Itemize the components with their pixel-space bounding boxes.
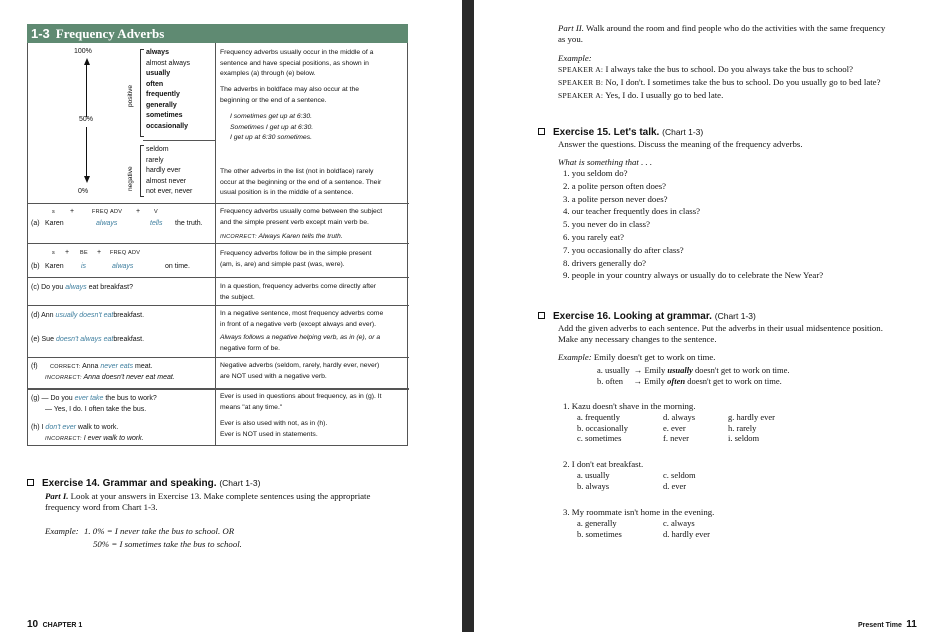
checkbox-icon	[27, 479, 34, 486]
question-3: 3. My roommate isn't home in the evening.	[563, 507, 715, 517]
checkbox-icon	[538, 312, 545, 319]
exercise-14-example-2: 50% = I sometimes take the bus to school.	[93, 539, 242, 549]
question-1: 1. Kazu doesn't shave in the morning.	[563, 401, 696, 411]
exercise-14-example-1: 1. 0% = I never take the bus to school. OR	[84, 526, 235, 536]
pct-0: 0%	[78, 188, 89, 195]
positive-label: positive	[127, 84, 134, 107]
negative-bracket	[140, 145, 144, 197]
list-item: 6. you rarely eat?	[563, 231, 625, 242]
chart-row-gh: (g) — Do you ever take the bus to work? — Yes, I do. I often take the bus. (h) I don't ever walk to work. INCORRECT: I ever walk to work. Ever is used in questions about frequency, as in (g). It means "at any time." Ever is also used with not, as in (h). Ever is NOT used in statements.	[28, 388, 409, 446]
q1-options-col1: a. frequently b. occasionally c. sometimes	[577, 412, 628, 443]
q1-options-col3: g. hardly ever h. rarely i. seldom	[728, 412, 775, 443]
exercise-15-list	[563, 167, 823, 282]
note-c: In a question, frequency adverbs come directly after the subject.	[220, 283, 377, 301]
dialog-line: SPEAKER A: I always take the bus to school. Do you always take the bus to school?	[558, 64, 853, 74]
note-g: Ever is used in questions about frequency, as in (g). It means "at any time."	[220, 393, 382, 411]
arrow-down-icon	[84, 176, 90, 183]
right-footer: Present Time 11	[858, 619, 917, 630]
arrow-up-icon	[84, 58, 90, 65]
part-2-example-label: Example:	[558, 53, 592, 63]
part-2-instructions: Part II. Walk around the room and find people who do the activities with the same frequency as you.	[558, 23, 886, 44]
adverb-list-positive	[146, 48, 190, 132]
exercise-14-example-label: Example:	[45, 526, 79, 536]
q2-options-col1: a. usually b. always	[577, 470, 610, 491]
q2-options-col2: c. seldom d. ever	[663, 470, 696, 491]
exercise-16-heading: Exercise 16. Looking at grammar. (Chart 1-3)	[538, 311, 756, 322]
arrow-right-icon: →	[633, 365, 643, 375]
note-a: Frequency adverbs usually come between the subject and the simple present verb except main verb be.	[220, 208, 383, 226]
arrow-line	[86, 127, 87, 177]
dialog	[558, 64, 928, 101]
arrow-line	[86, 65, 87, 117]
note-2: The adverbs in boldface may also occur at the beginning or the end of a sentence.	[220, 86, 360, 104]
list-item: 1. you seldom do?	[563, 168, 628, 178]
chart-row-b: s + BE + FREQ ADV (b) Karen is always on time. Frequency adverbs follow be in the simple present (am, is, are) and simple past (was, were).	[28, 243, 409, 277]
note-b: Frequency adverbs follow be in the simple present (am, is, are) and simple past (was, were).	[220, 250, 372, 268]
chart-title-bar	[27, 24, 408, 43]
adverb-usually: usually	[146, 70, 171, 77]
adverb-never: not ever, never	[146, 188, 193, 195]
exercise-15-lead: What is something that . . .	[558, 157, 653, 167]
note-f: Negative adverbs (seldom, rarely, hardly ever, never) are NOT used with a negative verb.	[220, 362, 380, 380]
question-2: 2. I don't eat breakfast.	[563, 459, 644, 469]
adverb-list-negative	[146, 145, 214, 198]
divider	[143, 140, 215, 141]
dialog-line: SPEAKER A: Yes, I do. I usually go to bed late.	[558, 90, 724, 100]
adverb-almost-never: almost never	[146, 177, 187, 185]
frequency-chart-table	[27, 43, 408, 446]
list-item: 3. a polite person never does?	[563, 193, 668, 204]
adverb-frequently: frequently	[146, 91, 180, 98]
q3-options-col1: a. generally b. sometimes	[577, 518, 622, 539]
q3-options-col2: c. always d. hardly ever	[663, 518, 710, 539]
list-item: 9. people in your country always or usually do to celebrate the New Year?	[563, 270, 824, 281]
list-item: 2. a polite person often does?	[563, 180, 667, 191]
list-item: 5. you never do in class?	[563, 219, 650, 230]
exercise-16-example-b: b. often → Emily often doesn't get to work on time.	[597, 376, 782, 386]
exercise-15-heading: Exercise 15. Let's talk. (Chart 1-3)	[538, 127, 703, 138]
chart-row-f: (f) CORRECT: Anna never eats meat. INCORRECT: Anna doesn't never eat meat. Negative adverbs (seldom, rarely, hardly ever, never) are NOT used with a negative verb.	[28, 357, 409, 385]
exercise-14-heading: Exercise 14. Grammar and speaking. (Chart 1-3)	[27, 478, 260, 489]
note-4: The other adverbs in the list (not in boldface) rarely occur at the beginning or the end of a sentence. Their usual position is in the middle of a sentence.	[220, 168, 382, 197]
exercise-16-example: Example: Emily doesn't get to work on time.	[558, 352, 716, 362]
q1-options-col2: d. always e. ever f. never	[663, 412, 696, 443]
adverb-often: often	[146, 80, 164, 88]
adverb-hardly-ever: hardly ever	[146, 167, 181, 174]
chart-number: 1-3	[31, 26, 50, 41]
book-gutter	[462, 0, 474, 632]
chart-title: Frequency Adverbs	[55, 26, 165, 41]
note-1: Frequency adverbs usually occur in the middle of a sentence and have special positions, as shown in examples (a) through (e) below.	[220, 49, 374, 78]
dialog-line: SPEAKER B: No, I don't. I sometimes take the bus to school. Do you usually go to bed late?	[558, 77, 881, 87]
negative-label: negative	[127, 166, 134, 191]
adverb-generally: generally	[146, 101, 177, 109]
adverb-rarely: rarely	[146, 156, 164, 164]
checkbox-icon	[538, 128, 545, 135]
pct-50: 50%	[79, 116, 94, 123]
chart-row-a: s + FREQ ADV + V (a) Karen always tells the truth. Frequency adverbs usually come between the subject and the simple present verb except main verb be. INCORRECT: Always Karen tells the truth.	[28, 203, 409, 243]
adverb-occasionally: occasionally	[146, 122, 189, 130]
list-item: 7. you occasionally do after class?	[563, 244, 684, 255]
exercise-14-instructions: Part I. Look at your answers in Exercise 13. Make complete sentences using the appropriate frequency word from Chart 1-3.	[45, 491, 371, 512]
pct-100: 100%	[74, 48, 92, 55]
left-footer: 10 CHAPTER 1	[27, 619, 83, 630]
adverb-sometimes: sometimes	[146, 112, 183, 119]
adverb-always: always	[146, 49, 169, 56]
exercise-15-instructions: Answer the questions. Discuss the meaning of the frequency adverbs.	[558, 139, 803, 149]
arrow-right-icon: →	[633, 376, 643, 386]
exercise-16-instructions: Add the given adverbs to each sentence. Put the adverbs in their usual midsentence position. Make any necessary changes to the sentence.	[558, 323, 883, 344]
list-item: 8. drivers generally do?	[563, 257, 647, 268]
list-item: 4. our teacher frequently does in class?	[563, 206, 701, 217]
chart-row-c: (c) Do you always eat breakfast? In a question, frequency adverbs come directly after the subject.	[28, 277, 409, 305]
chart-row-de: (d) Ann usually doesn't eatbreakfast. (e) Sue doesn't always eatbreakfast. In a negative sentence, most frequency adverbs come in front of a negative verb (except always and ever). Always follows a negative helping verb, as in (e), or a negative form of be.	[28, 305, 409, 357]
note-3-examples: I sometimes get up at 6:30. Sometimes I get up at 6:30. I get up at 6:30 sometimes.	[230, 113, 314, 142]
note-d: In a negative sentence, most frequency adverbs come in front of a negative verb (except always and ever).	[220, 310, 384, 328]
adverb-seldom: seldom	[146, 146, 169, 153]
note-e: Always follows a negative helping verb, as in (e), or a negative form of be.	[220, 334, 381, 352]
positive-bracket	[140, 49, 144, 137]
exercise-16-example-a: a. usually → Emily usually doesn't get to work on time.	[597, 365, 790, 375]
note-h: Ever is also used with not, as in (h). Ever is NOT used in statements.	[220, 420, 328, 438]
adverb-almost-always: almost always	[146, 59, 190, 67]
